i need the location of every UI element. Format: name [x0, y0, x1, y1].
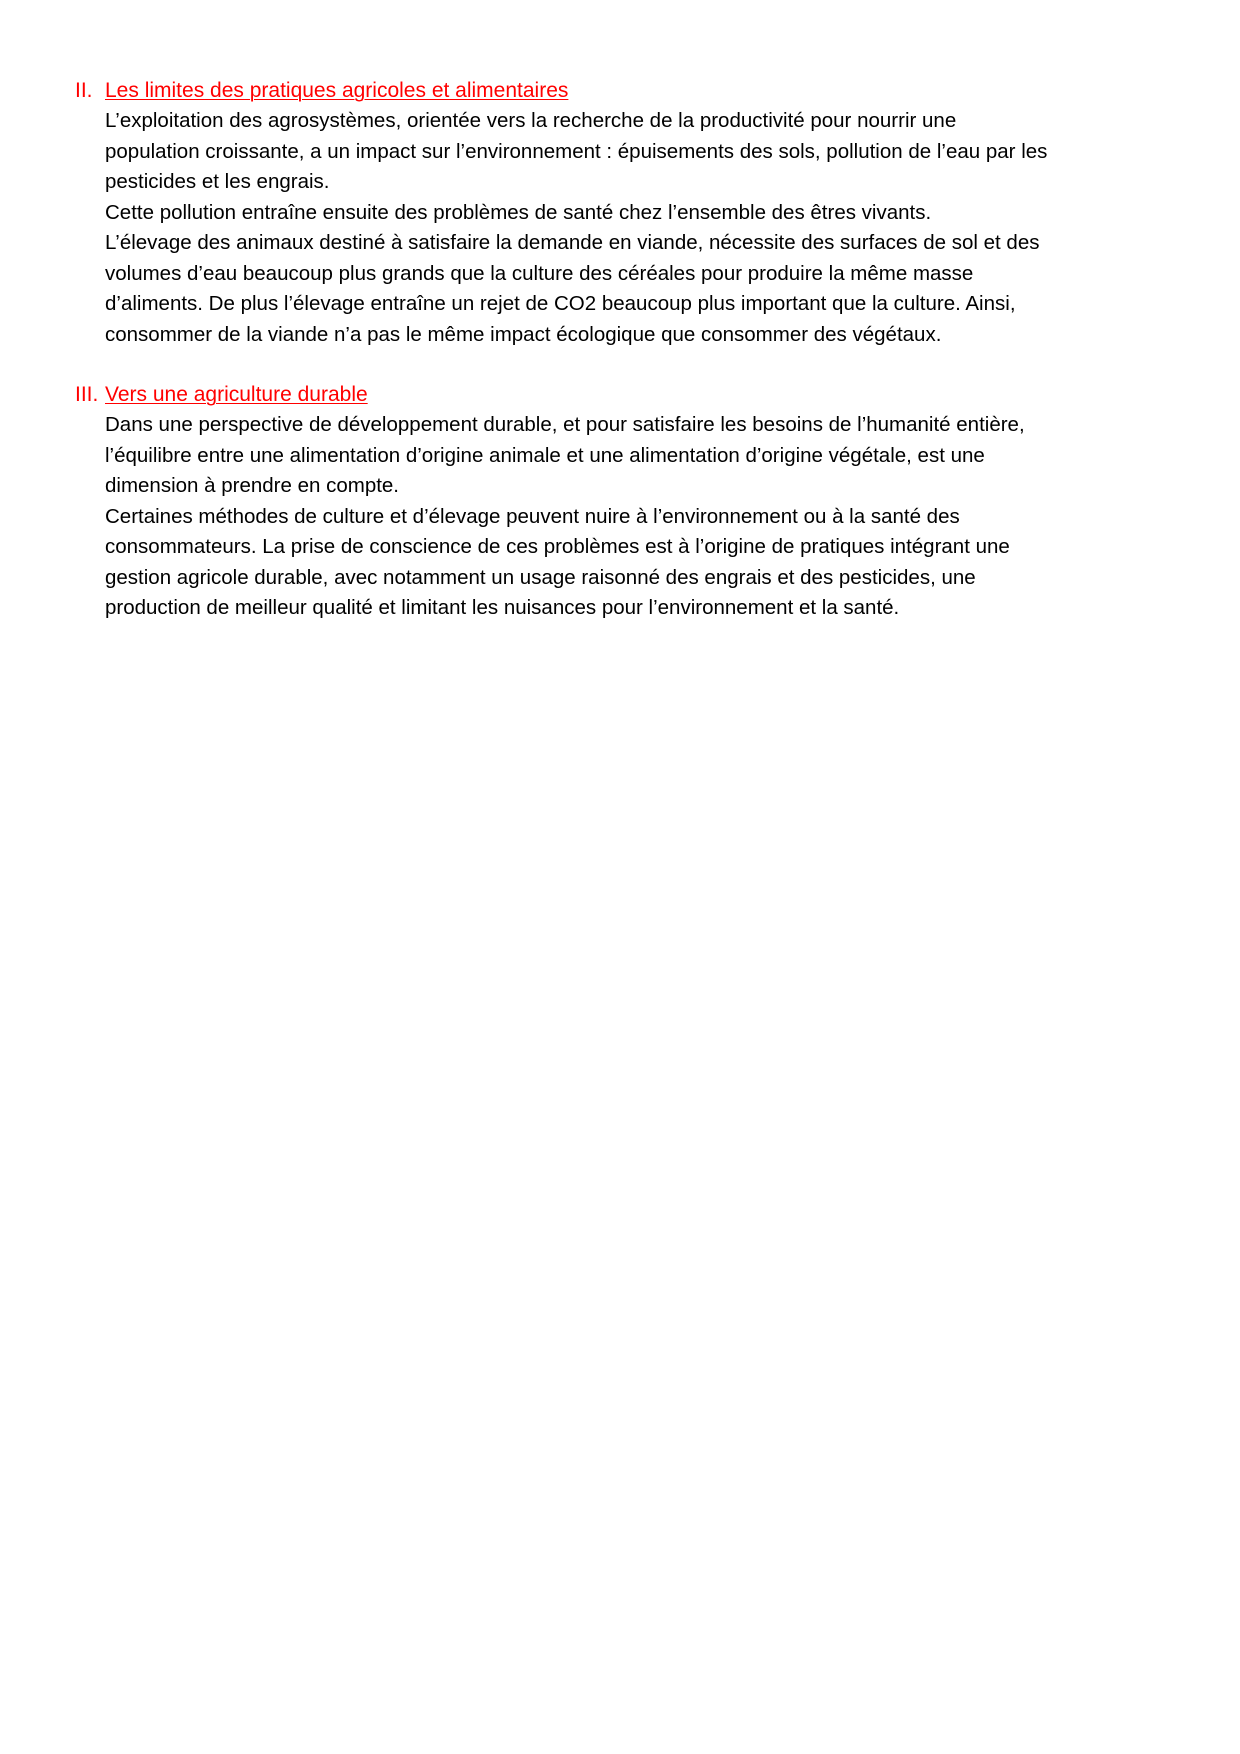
paragraph-line: Certaines méthodes de culture et d’élevage peuvent nuire à l’environnement ou à la santé des — [105, 504, 960, 528]
section-title: Vers une agriculture durable — [105, 383, 368, 406]
section-iii — [75, 380, 1175, 624]
paragraph-line: consommer de la viande n’a pas le même impact écologique que consommer des végétaux. — [105, 322, 942, 346]
paragraph-line: pesticides et les engrais. — [105, 170, 330, 193]
section-number: III. — [75, 383, 99, 406]
paragraph-line: L’exploitation des agrosystèmes, orientée vers la recherche de la productivité pour nourrir une — [105, 109, 957, 132]
section-heading — [75, 76, 1175, 106]
paragraph-line: volumes d’eau beaucoup plus grands que la culture des céréales pour produire la même masse — [105, 261, 974, 285]
paragraph-line: l’équilibre entre une alimentation d’origine animale et une alimentation d’origine végétale, est une — [105, 443, 985, 467]
paragraph-line: L’élevage des animaux destiné à satisfaire la demande en viande, nécessite des surfaces de sol et des — [105, 231, 1040, 254]
section-ii — [75, 76, 1175, 350]
paragraph-line: Cette pollution entraîne ensuite des problèmes de santé chez l’ensemble des êtres vivants. — [105, 200, 932, 224]
section-heading — [75, 380, 1175, 410]
paragraph-line: population croissante, a un impact sur l’environnement : épuisements des sols, pollution de l’eau par les — [105, 139, 1048, 163]
paragraph-line: consommateurs. La prise de conscience de ces problèmes est à l’origine de pratiques intégrant une — [105, 535, 1010, 558]
section-title: Les limites des pratiques agricoles et alimentaires — [105, 79, 569, 102]
paragraph-line: d’aliments. De plus l’élevage entraîne un rejet de CO2 beaucoup plus important que la culture. Ainsi, — [105, 292, 1016, 315]
paragraph-line: production de meilleur qualité et limitant les nuisances pour l’environnement et la santé. — [105, 596, 900, 619]
section-number: II. — [75, 79, 93, 102]
paragraph-line: Dans une perspective de développement durable, et pour satisfaire les besoins de l’humanité entière, — [105, 413, 1025, 436]
paragraph-line: gestion agricole durable, avec notamment un usage raisonné des engrais et des pesticides, une — [105, 565, 976, 589]
paragraph-line: dimension à prendre en compte. — [105, 474, 400, 497]
